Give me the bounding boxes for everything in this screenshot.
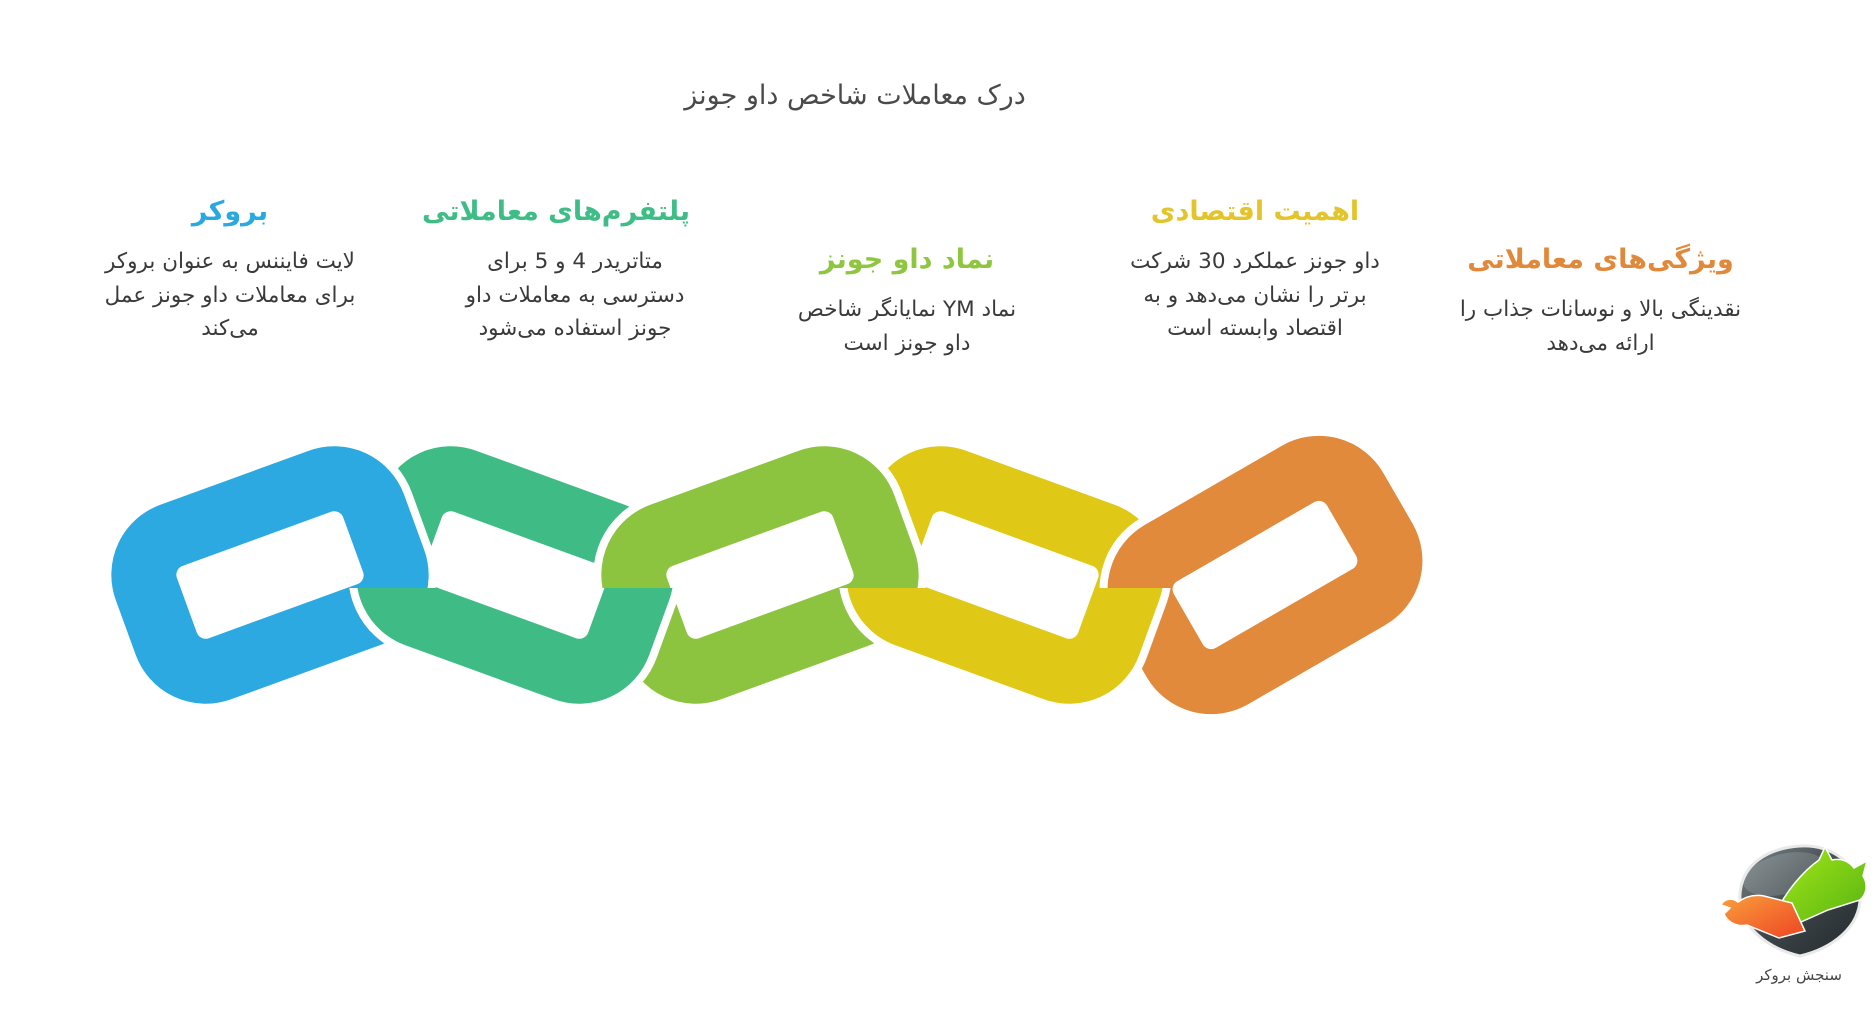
section-broker-title: بروکر [191,196,269,227]
section-symbol-title: نماد داو جونز [819,244,995,275]
section-features-title: ویژگی‌های معاملاتی [1467,244,1734,275]
page-title: درک معاملات شاخص داو جونز [684,80,1026,111]
chain-link-symbol [622,467,898,683]
section-symbol-desc: نماد YM نمایانگر شاخص داو جونز است [797,297,1017,356]
section-economic-desc: داو جونز عملکرد 30 شرکت برتر را نشان می‌دهد و به اقتصاد وابسته است [1130,249,1380,342]
brand-logo [1722,838,1876,984]
section-broker-desc: لایت فایننس به عنوان بروکر برای معاملات داو جونز عمل می‌کند [104,249,356,342]
brand-logo-mark [1722,838,1876,960]
chain-link-features [1125,453,1406,697]
section-platforms-title: پلتفرم‌های معاملاتی [422,196,690,227]
brand-logo-text: سنجش بروکر [1756,966,1842,984]
section-platforms-desc: متاتریدر 4 و 5 برای دسترسی به معاملات داو جونز استفاده می‌شود [465,249,685,342]
chain-link-broker [132,467,408,683]
section-features-desc: نقدینگی بالا و نوسانات جذاب را ارائه می‌دهد [1459,297,1742,356]
section-economic-title: اهمیت اقتصادی [1150,196,1360,227]
